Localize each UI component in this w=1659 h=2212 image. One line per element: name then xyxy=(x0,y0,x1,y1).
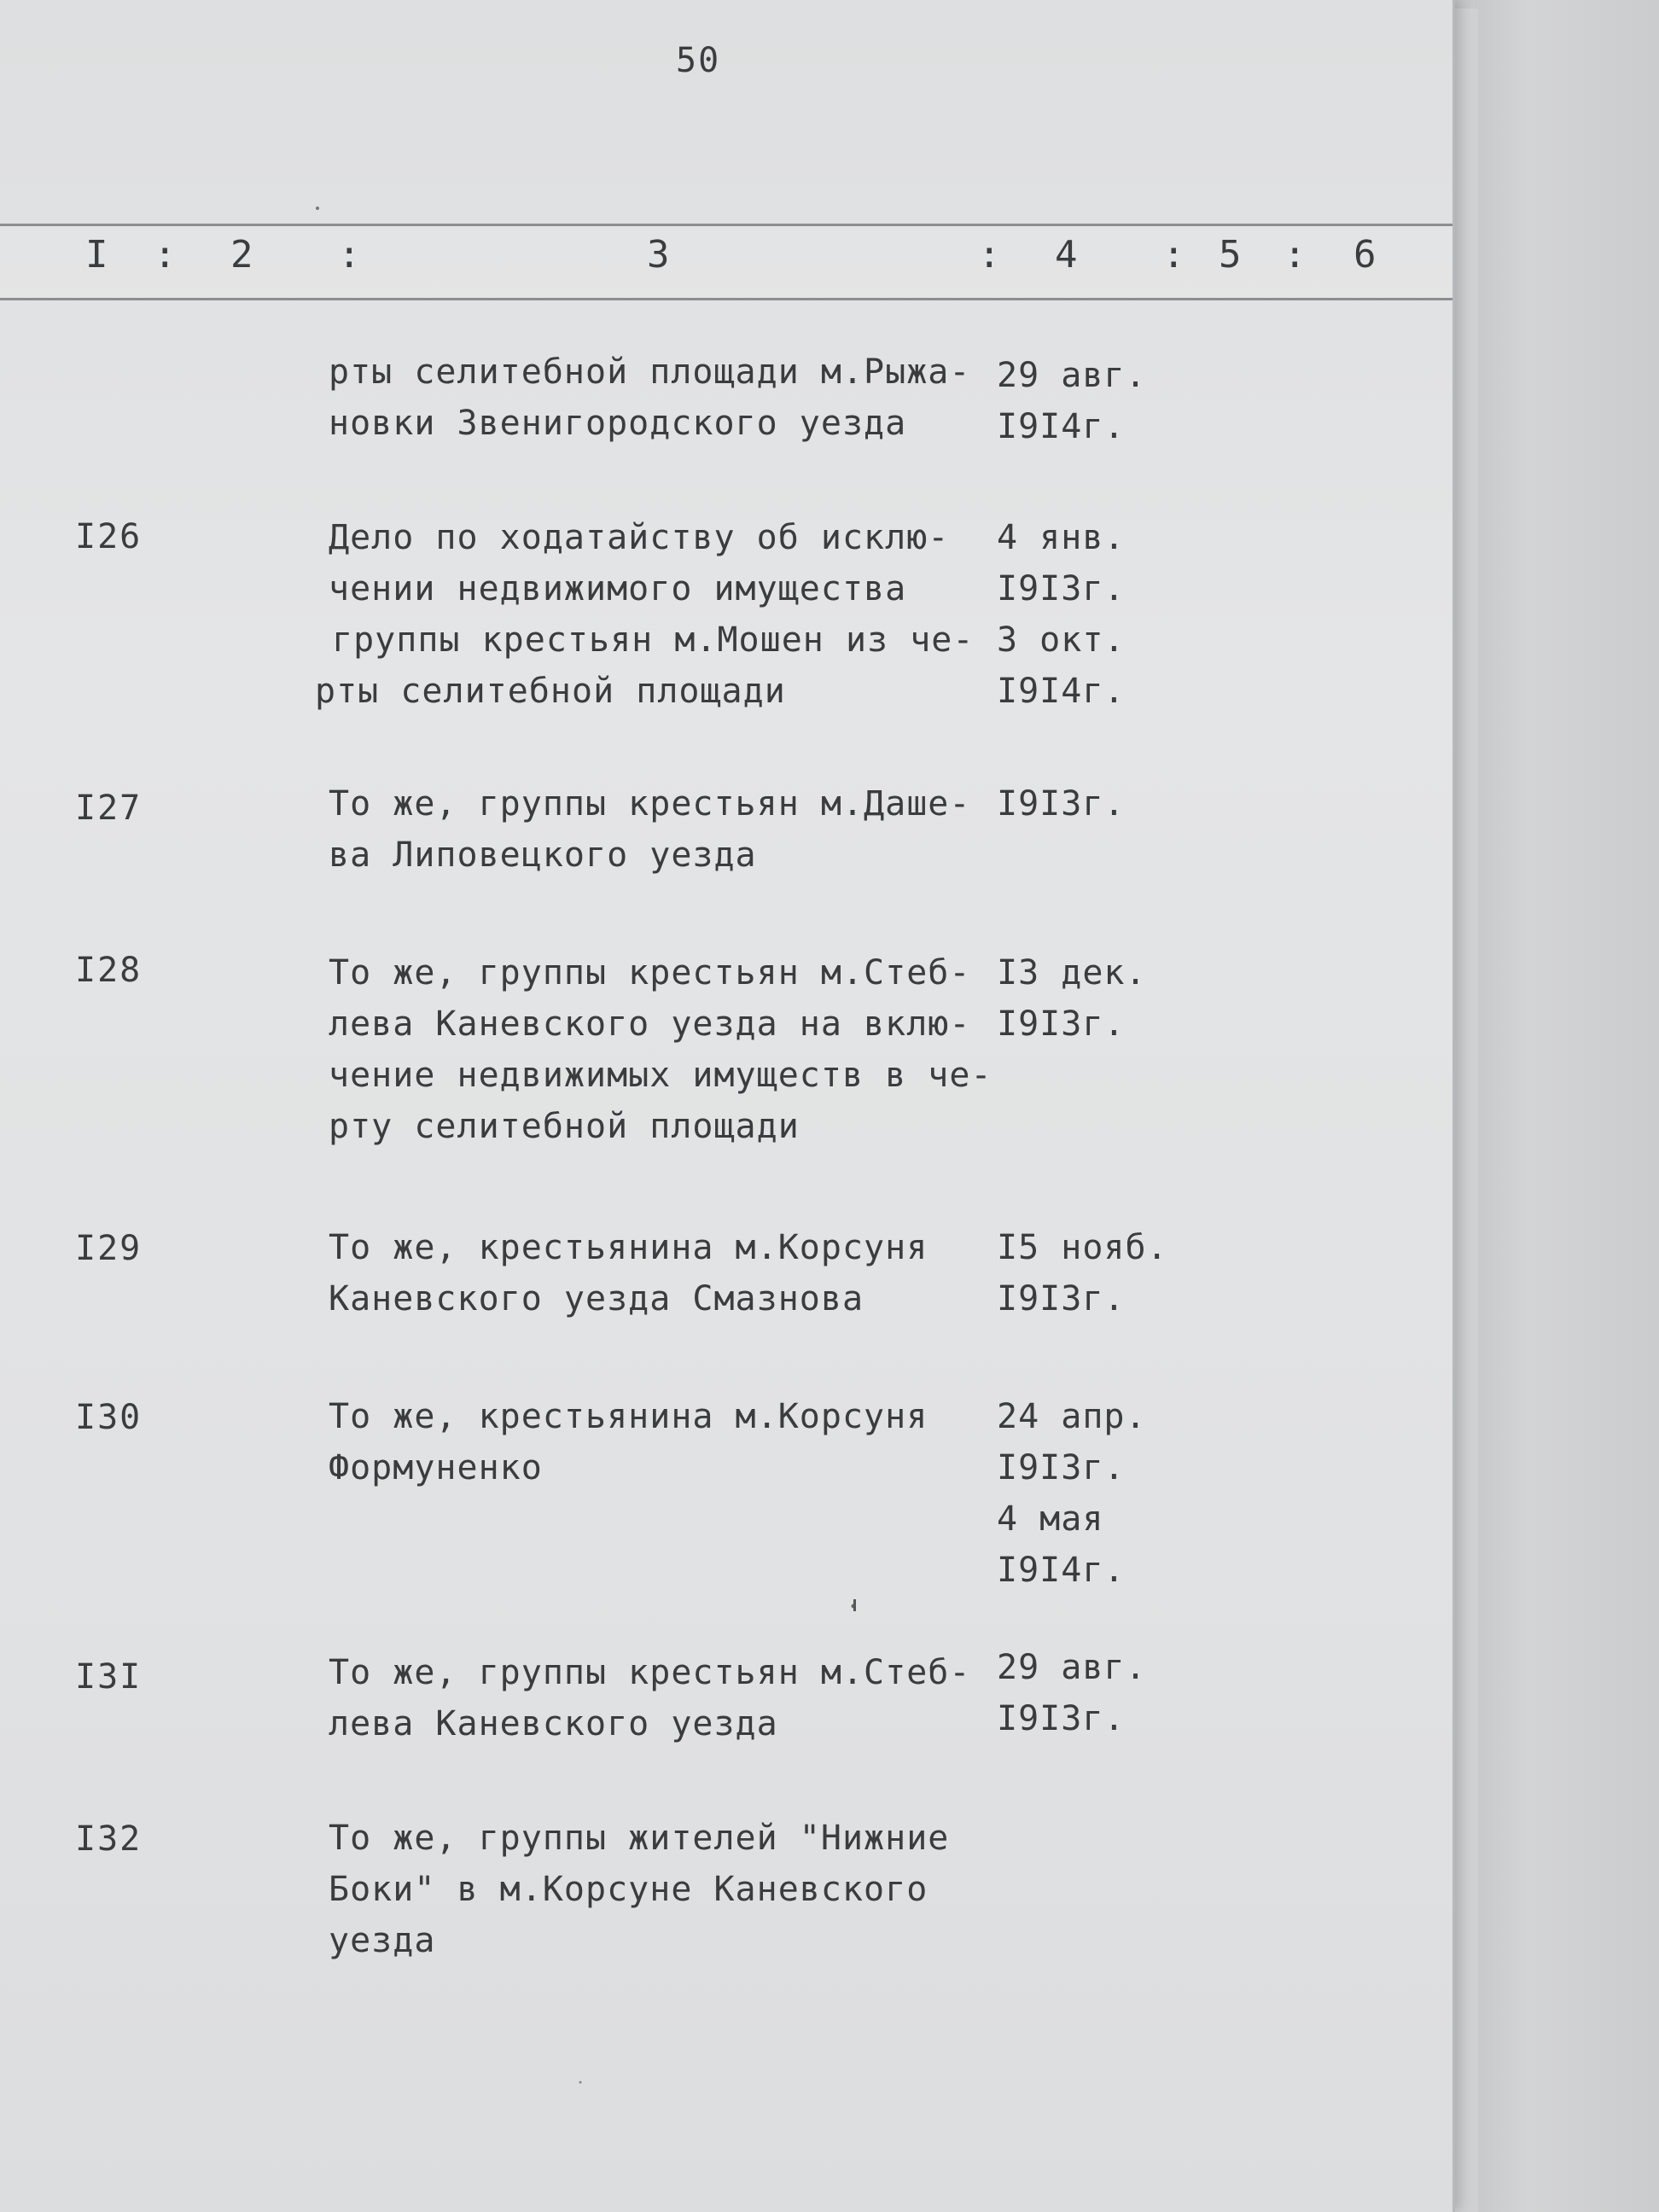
entry-title: То же, группы крестьян м.Стеб- лева Каневского уезда на вклю- чение недвижимых имуществ в че- рту селитебной площади xyxy=(329,953,992,1146)
entry-dates: 29 авг. I9I4г. xyxy=(997,356,1147,446)
entry-title: То же, группы крестьян м.Даше- ва Липовецкого уезда xyxy=(329,784,971,875)
entry-title: То же, крестьянина м.Корсуня Каневского уезда Смазнова xyxy=(329,1228,928,1318)
entry-dates: 29 авг. I9I3г. xyxy=(997,1648,1147,1738)
entry-number: I32 xyxy=(75,1819,143,1859)
entry-dates: I5 нояб. I9I3г. xyxy=(997,1228,1168,1318)
ink-speck xyxy=(852,1604,856,1609)
entry-title: То же, группы крестьян м.Стеб- лева Каневского уезда xyxy=(329,1653,971,1743)
entry-title: То же, крестьянина м.Корсуня Формуненко xyxy=(329,1397,928,1487)
page-number: 50 xyxy=(676,41,721,80)
column-header-6: 6 xyxy=(1353,233,1377,276)
column-separator: : xyxy=(154,233,177,276)
entry-dates: 24 апр. I9I3г. 4 мая I9I4г. xyxy=(997,1397,1147,1590)
column-separator: : xyxy=(1162,233,1185,276)
column-separator: : xyxy=(1284,233,1307,276)
ink-speck xyxy=(316,207,319,210)
entry-number: I26 xyxy=(75,517,143,556)
column-header-2: 2 xyxy=(230,233,253,276)
column-header-1: I xyxy=(85,233,108,276)
column-separator: : xyxy=(338,233,361,276)
entry-dates: 4 янв. I9I3г. 3 окт. I9I4г. xyxy=(997,518,1126,711)
entry-dates: I9I3г. xyxy=(997,784,1126,824)
entry-number: I28 xyxy=(75,951,143,990)
entry-number: I3I xyxy=(75,1657,143,1697)
column-header-3: 3 xyxy=(647,233,670,276)
entry-title: То же, группы жителей "Нижние Боки" в м.Корсуне Каневского уезда xyxy=(329,1819,950,1960)
entry-number: I27 xyxy=(75,789,143,828)
column-header-5: 5 xyxy=(1219,233,1242,276)
entry-title: рты селитебной площади м.Рыжа- новки Звенигородского уезда xyxy=(329,352,971,443)
column-header-4: 4 xyxy=(1055,233,1078,276)
ink-mark xyxy=(853,1599,856,1611)
column-separator: : xyxy=(978,233,1001,276)
entry-number: I29 xyxy=(75,1229,143,1268)
entry-title: Дело по ходатайству об исклю- чении недвижимого имущества группы крестьян м.Мошен из че- рты селитебной площади xyxy=(315,518,975,711)
ink-speck xyxy=(579,2081,582,2084)
entry-dates: I3 дек. I9I3г. xyxy=(997,953,1147,1044)
entry-number: I30 xyxy=(75,1398,143,1437)
column-header-row xyxy=(0,224,1452,300)
